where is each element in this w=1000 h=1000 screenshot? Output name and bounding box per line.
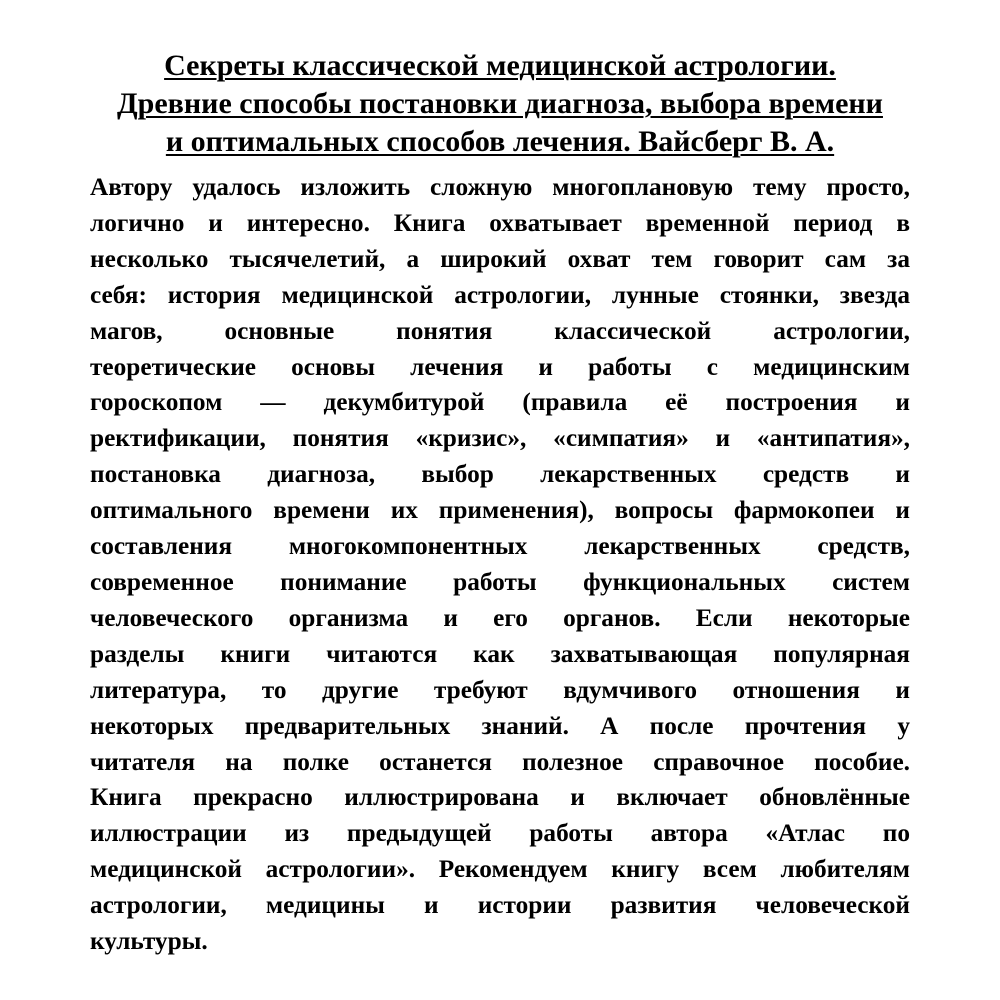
text-line: постановка диагноза, выбор лекарственных средств и	[90, 460, 910, 489]
book-annotation-page	[90, 47, 910, 960]
text-line: читателя на полке останется полезное справочное пособие.	[90, 747, 910, 776]
annotation-text	[90, 170, 910, 960]
text-line: астрологии, медицины и истории развития человеческой	[90, 891, 910, 920]
book-title	[90, 47, 910, 161]
text-line: разделы книги читаются как захватывающая популярная	[90, 639, 910, 668]
title-line: Секреты классической медицинской астрологии.	[164, 49, 836, 82]
text-line: составления многокомпонентных лекарственных средств,	[90, 532, 910, 561]
text-line: теоретические основы лечения и работы с медицинским	[90, 352, 910, 381]
text-line: ректификации, понятия «кризис», «симпатия» и «антипатия»,	[90, 424, 910, 453]
title-line: Древние способы постановки диагноза, выбора времени	[117, 87, 883, 120]
text-line: несколько тысячелетий, а широкий охват тем говорит сам за	[90, 244, 910, 273]
text-line: логично и интересно. Книга охватывает временной период в	[90, 208, 910, 237]
text-line: человеческого организма и его органов. Если некоторые	[90, 603, 910, 632]
text-line: медицинской астрологии». Рекомендуем книгу всем любителям	[90, 855, 910, 884]
text-line: Автору удалось изложить сложную многоплановую тему просто,	[90, 173, 910, 201]
text-line: литература, то другие требуют вдумчивого отношения и	[90, 675, 910, 704]
text-line: современное понимание работы функциональных систем	[90, 567, 910, 596]
text-line: оптимального времени их применения), вопросы фармокопеи и	[90, 496, 910, 525]
text-line: некоторых предварительных знаний. А после прочтения у	[90, 711, 910, 740]
text-line: Книга прекрасно иллюстрирована и включает обновлённые	[90, 783, 910, 812]
text-line: магов, основные понятия классической астрологии,	[90, 316, 910, 345]
text-line: себя: история медицинской астрологии, лунные стоянки, звезда	[90, 280, 910, 309]
text-line: гороскопом — декумбитурой (правила её построения и	[90, 388, 910, 417]
title-line: и оптимальных способов лечения. Вайсберг В. А.	[165, 125, 835, 158]
text-line: иллюстрации из предыдущей работы автора «Атлас по	[90, 819, 910, 848]
text-line: культуры.	[90, 927, 208, 956]
